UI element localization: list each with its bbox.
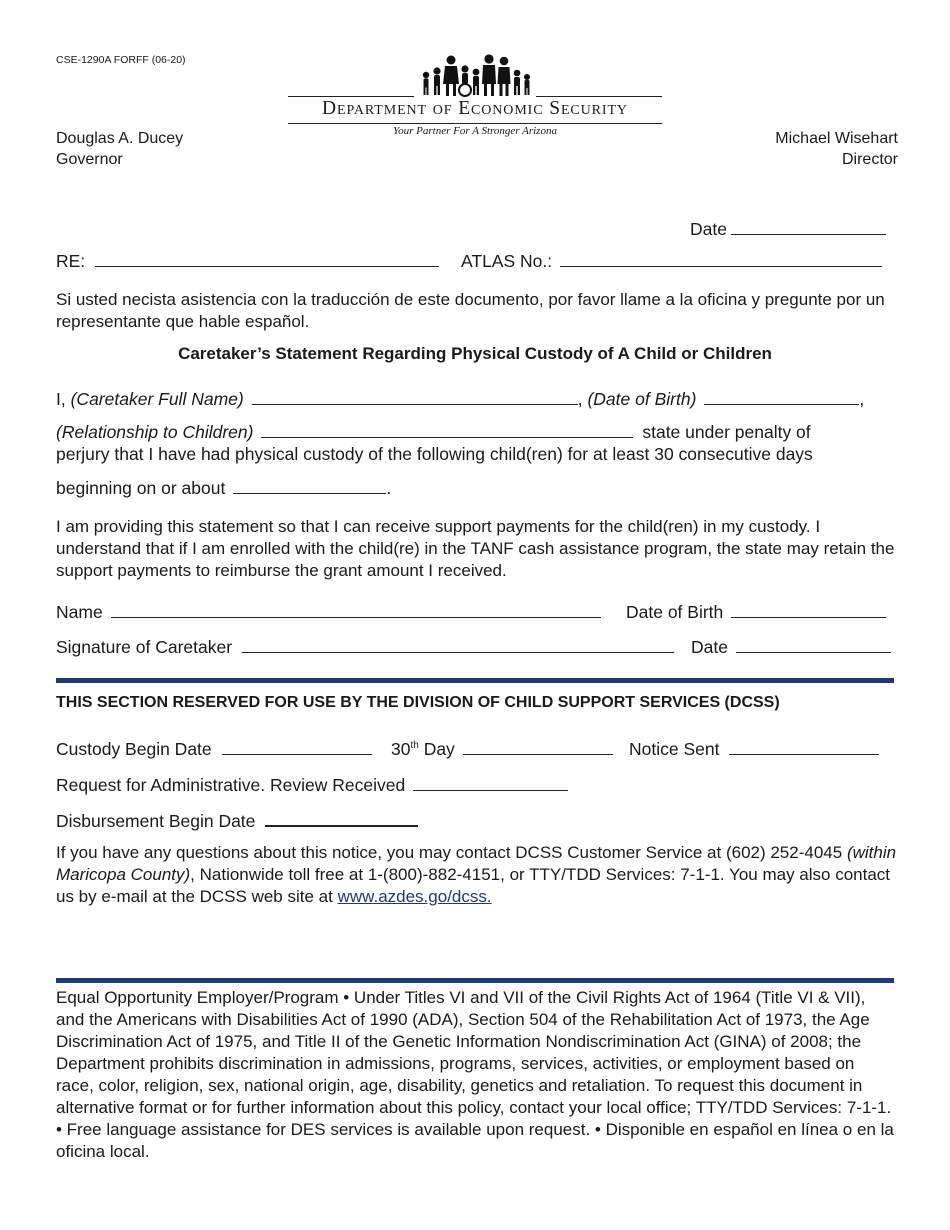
beginning-text: beginning on or about [56,478,226,498]
notice-sent-field[interactable] [729,753,879,755]
date-row [690,219,890,240]
footer-divider [56,978,894,983]
governor-block [56,128,183,170]
family-silhouette-icon [418,52,534,98]
caretaker-name-field[interactable] [252,403,578,405]
dcss-website-link[interactable]: www.azdes.go/dcss. [337,887,492,906]
day30-field[interactable] [463,753,613,755]
signature-date-row [691,637,895,658]
director-title: Director [841,151,898,168]
signature-row [56,637,674,658]
penalty-text: state under penalty of [642,422,811,442]
dcss-heading: THIS SECTION RESERVED FOR USE BY THE DIVISION OF CHILD SUPPORT SERVICES (DCSS) [56,694,780,711]
purpose-text: I am providing this statement so that I can receive support payments for the child(ren) in my custody. I understand that if I am enrolled with the child(re) in the TANF cash assistance program, the state may retain the support payments to reimburse the grant amount I received. [56,517,895,580]
beginning-date-field[interactable] [233,492,386,494]
caretaker-name-label: (Caretaker Full Name) [70,389,244,409]
dob-label: (Date of Birth) [587,389,697,409]
day30-label: Day [423,739,455,759]
section-divider [56,678,894,683]
signature-date-label: Date [691,637,728,657]
contact-part1: If you have any questions about this notice, you may contact DCSS Customer Service at (602) 252-4045 [56,843,843,862]
admin-review-row [56,775,572,796]
tagline: Your Partner For A Stronger Arizona [393,125,557,137]
custody-begin-field[interactable] [222,753,372,755]
atlas-field[interactable] [560,265,882,267]
signature-date-field[interactable] [736,651,891,653]
custody-begin-label: Custody Begin Date [56,739,212,759]
notice-sent-row [629,739,883,760]
statement-title: Caretaker’s Statement Regarding Physical Custody of A Child or Children [178,344,772,363]
department-name: Department of Economic Security [322,98,628,119]
re-field[interactable] [95,265,439,267]
re-row [56,251,443,272]
disbursement-field[interactable] [265,824,418,827]
contact-italic: (within Maricopa County) [56,843,897,884]
notice-sent-label: Notice Sent [629,739,720,759]
governor-title: Governor [56,151,123,168]
disbursement-row [56,811,422,832]
dob-row [626,602,890,623]
contact-part2: , Nationwide toll free at 1-(800)-882-4151, or TTY/TDD Services: 7-1-1. You may also contact us by e-mail at the DCSS web site at [56,865,891,906]
day30-row [391,739,617,760]
disbursement-label: Disbursement Begin Date [56,811,256,831]
director-name: Michael Wisehart [775,130,898,147]
atlas-label: ATLAS No.: [461,251,553,271]
relationship-label: (Relationship to Children) [56,422,254,442]
date-field[interactable] [731,233,886,235]
contact-paragraph [56,842,898,908]
director-block [775,128,898,170]
dob-field[interactable] [704,403,859,405]
date-of-birth-field[interactable] [731,616,886,618]
spanish-notice: Si usted necista asistencia con la traducción de este documento, por favor llame a la oficina y pregunte por un representante que hable español. [56,290,885,331]
relationship-field[interactable] [261,436,633,438]
date-of-birth-label: Date of Birth [626,602,724,622]
re-label: RE: [56,251,86,271]
name-field[interactable] [111,616,601,618]
custody-begin-row [56,739,376,760]
admin-review-label: Request for Administrative. Review Received [56,775,406,795]
perjury-text: perjury that I have had physical custody of the following child(ren) for at least 30 consecutive days [56,444,813,464]
relationship-row [56,422,811,443]
form-code: CSE-1290A FORFF (06-20) [56,54,186,66]
signature-field[interactable] [242,651,674,653]
date-label: Date [690,219,727,239]
des-logo [288,52,662,144]
footer-text: Equal Opportunity Employer/Program • Under Titles VI and VII of the Civil Rights Act of 1964 (Title VI & VII), and the Americans with Disabilities Act of 1990 (ADA), Section 504 of the Rehabilitation Act of 1973, the Age Discrimination Act of 1975, and Title II of the Genetic Information Nondiscrimination Act (GINA) of 2008; the Department prohibits discrimination in admissions, programs, services, activities, or employment based on race, color, religion, sex, national origin, age, disability, genetics and retaliation. To request this document in alternative format or for further information about this policy, contact your local office; TTY/TDD Services: 7-1-1. • Free language assistance for DES services is available upon request. • Disponible en español en línea o en la oficina local. [56,988,894,1161]
beginning-row: beginning on or about . [56,478,392,498]
i-prefix: I, [56,389,66,409]
governor-name: Douglas A. Ducey [56,130,184,147]
name-row [56,602,605,623]
day30-sup: th [410,740,419,752]
admin-review-field[interactable] [413,789,568,791]
signature-label: Signature of Caretaker [56,637,233,657]
day30-num: 30 [391,739,411,759]
name-label: Name [56,602,103,622]
caretaker-row: I, (Caretaker Full Name) , (Date of Birth) , [56,389,865,409]
atlas-row [461,251,886,272]
